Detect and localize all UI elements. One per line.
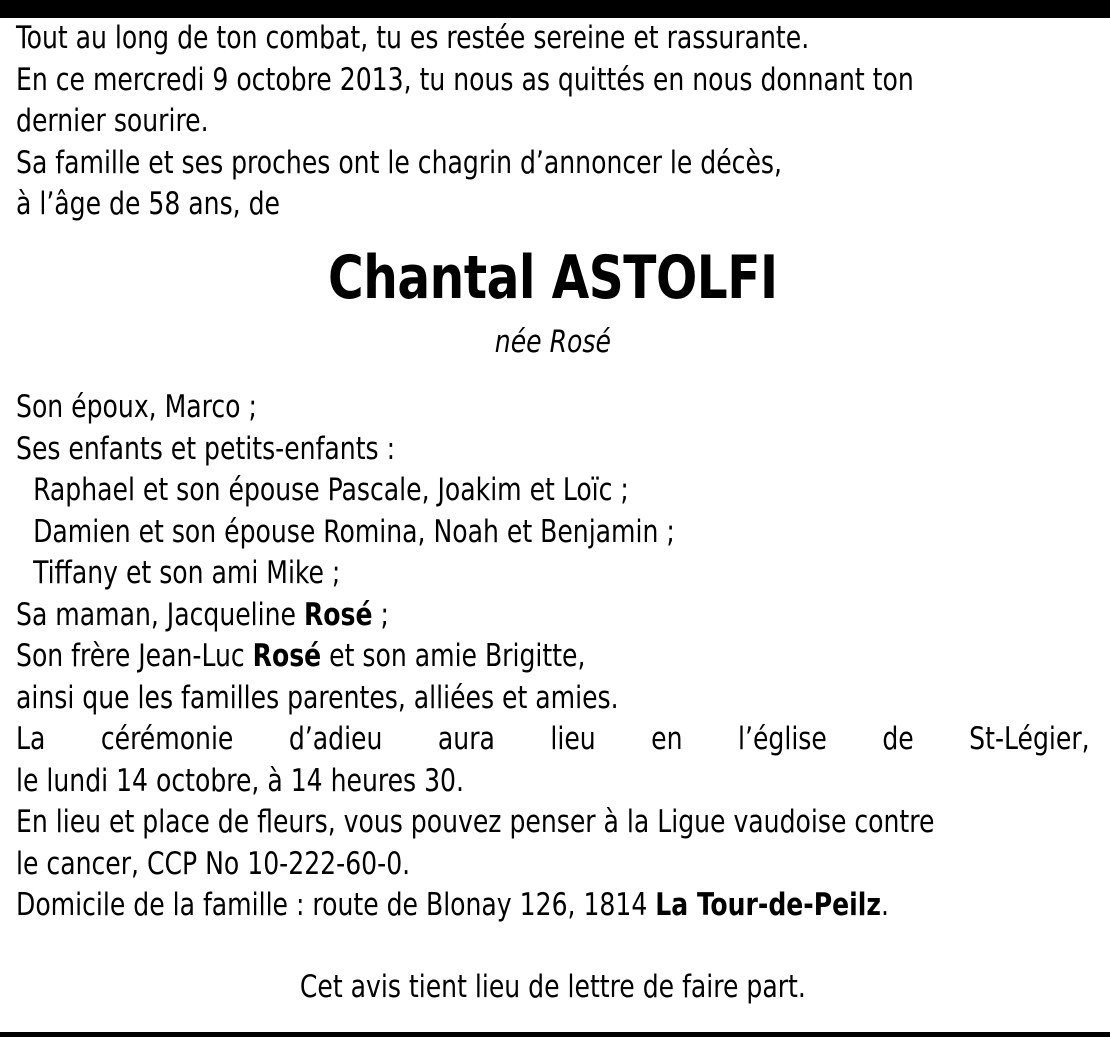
domicile-town: La Tour-de-Peilz xyxy=(655,887,881,923)
intro-line-3: dernier sourire. xyxy=(16,103,209,139)
bottom-border-rule xyxy=(0,1032,1110,1037)
ceremony-word: lieu xyxy=(550,721,596,757)
deceased-name: Chantal ASTOLFI xyxy=(328,242,778,313)
brother-line xyxy=(16,636,1090,678)
ceremony-word: l’église xyxy=(738,721,827,757)
ceremony-line-2: le lundi 14 octobre, à 14 heures 30. xyxy=(16,762,464,799)
child-line: Raphael et son épouse Pascale, Joakim et Loïc ; xyxy=(33,472,629,508)
domicile-suffix: . xyxy=(880,887,889,923)
domicile-prefix: Domicile de la famille : route de Blonay 126, 1814 xyxy=(16,887,648,923)
ceremony-word: de xyxy=(882,721,914,757)
ceremony-word: cérémonie xyxy=(100,721,234,757)
mother-line xyxy=(16,595,1090,637)
mother-suffix: ; xyxy=(372,596,389,633)
ceremony-word: d’adieu xyxy=(288,721,383,757)
ceremony-word: en xyxy=(651,721,683,757)
ceremony-word: aura xyxy=(437,721,495,757)
brother-prefix: Son frère Jean-Luc xyxy=(16,638,245,674)
intro-line-1: Tout au long de ton combat, tu es restée sereine et rassurante. xyxy=(16,20,810,56)
children-heading: Ses enfants et petits-enfants : xyxy=(16,430,396,467)
closing-line: Cet avis tient lieu de lettre de faire part. xyxy=(299,968,806,1005)
relatives-line: ainsi que les familles parentes, alliées et amies. xyxy=(16,679,619,716)
donation-line-2: le cancer, CCP No 10-222-60-0. xyxy=(16,845,411,882)
brother-surname: Rosé xyxy=(252,638,322,674)
ceremony-line-1 xyxy=(16,719,1090,761)
maiden-name: née Rosé xyxy=(494,323,611,360)
mother-surname: Rosé xyxy=(303,596,373,633)
intro-line-2: En ce mercredi 9 octobre 2013, tu nous as quittés en nous donnant ton xyxy=(16,61,914,98)
intro-line-4: Sa famille et ses proches ont le chagrin d’annoncer le décès, xyxy=(16,144,782,181)
spouse-line: Son époux, Marco ; xyxy=(16,389,257,425)
domicile-line xyxy=(16,885,1090,927)
ceremony-word: St-Légier, xyxy=(969,721,1090,757)
child-line: Tiffany et son ami Mike ; xyxy=(33,555,341,591)
donation-line-1: En lieu et place de fleurs, vous pouvez penser à la Ligue vaudoise contre xyxy=(16,804,935,840)
child-line: Damien et son épouse Romina, Noah et Benjamin ; xyxy=(33,513,675,550)
obituary-notice xyxy=(16,18,1090,1008)
ceremony-word: La xyxy=(16,721,46,757)
brother-suffix: et son amie Brigitte, xyxy=(329,638,586,674)
intro-line-5: à l’âge de 58 ans, de xyxy=(16,186,280,222)
mother-prefix: Sa maman, Jacqueline xyxy=(16,596,296,633)
top-border-rule xyxy=(0,0,1110,18)
